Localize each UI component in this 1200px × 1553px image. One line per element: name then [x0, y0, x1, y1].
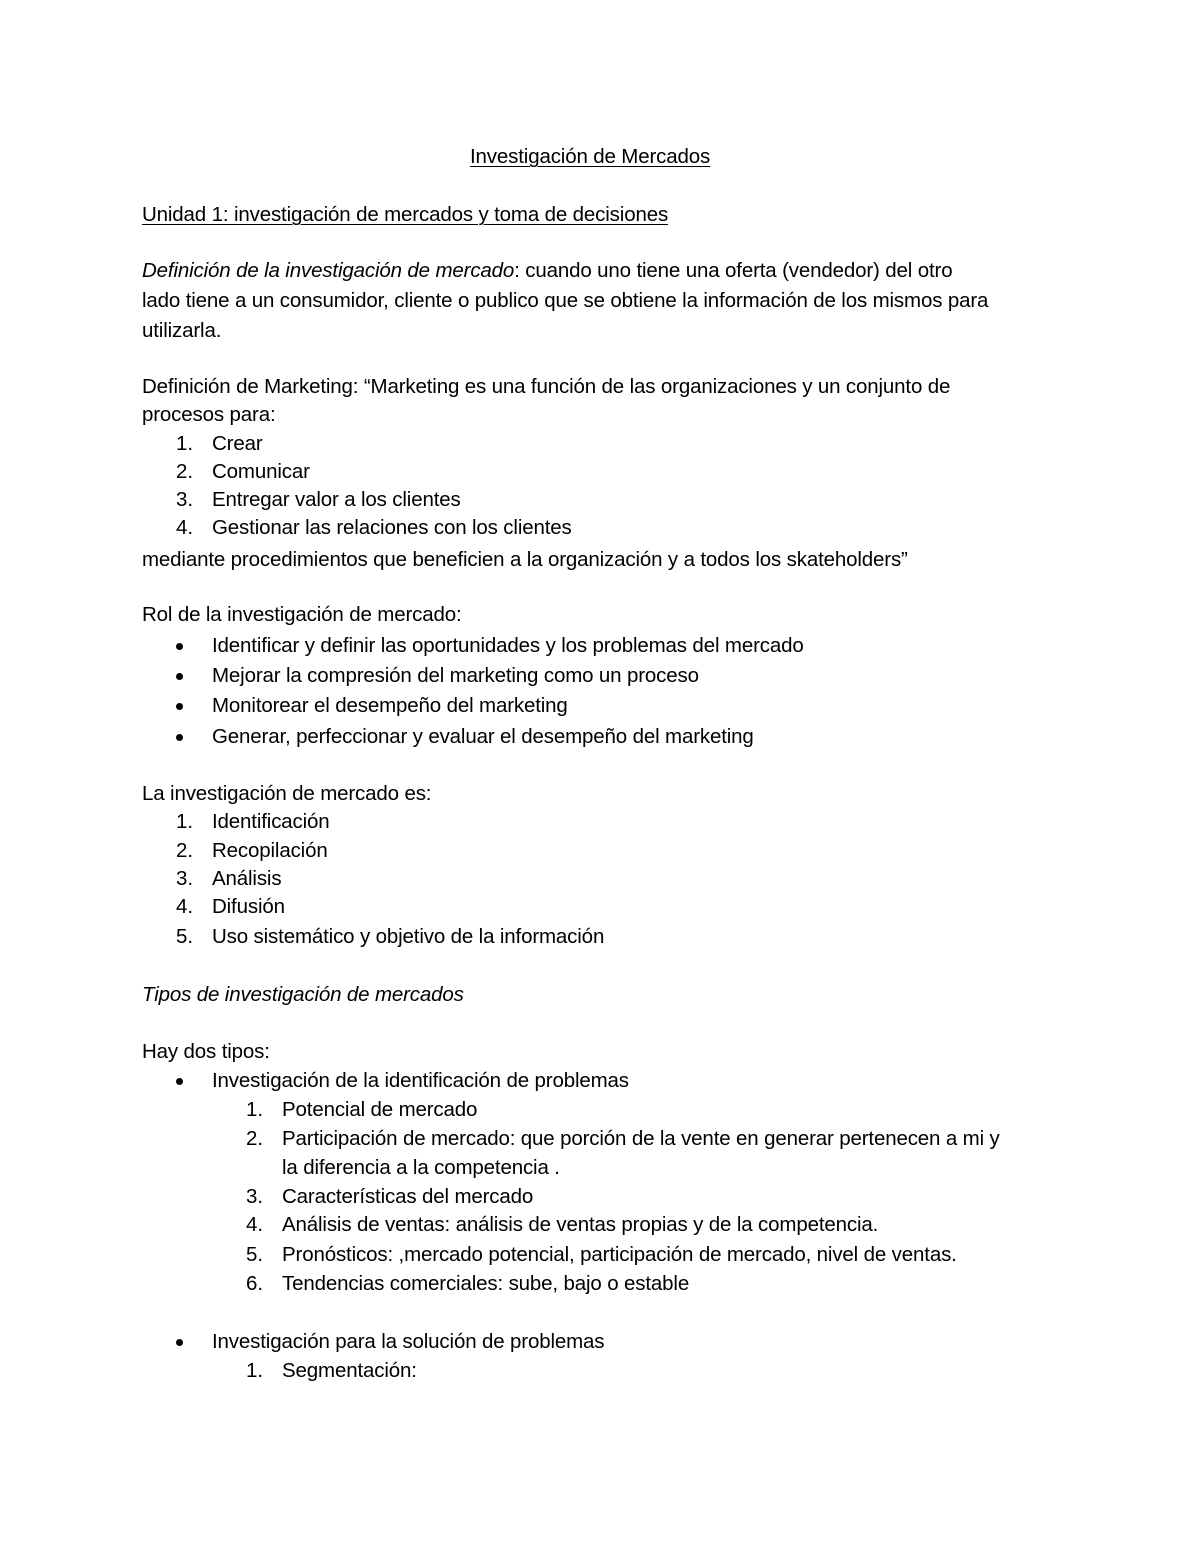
bullet-item: Mejorar la compresión del marketing como un proceso: [212, 664, 699, 687]
research-is-heading: La investigación de mercado es:: [142, 782, 432, 805]
definition-research-line1: [142, 256, 952, 286]
list-marker: 1.: [176, 810, 194, 833]
list-item: Análisis: [212, 867, 282, 890]
bullet-icon: [176, 673, 183, 680]
marketing-definition-line1: Definición de Marketing: “Marketing es una función de las organizaciones y un conjunto de: [142, 375, 951, 398]
document-title: Investigación de Mercados: [470, 145, 711, 168]
list-item: Potencial de mercado: [282, 1098, 478, 1121]
bullet-item: Generar, perfeccionar y evaluar el desempeño del marketing: [212, 725, 754, 748]
bullet-icon: [176, 734, 183, 741]
definition-term: Definición de la investigación de mercado: [142, 259, 515, 282]
definition-research-line2: lado tiene a un consumidor, cliente o publico que se obtiene la información de los mismos para: [142, 289, 989, 312]
list-marker: 4.: [176, 516, 194, 539]
definition-text: : cuando uno tiene una oferta (vendedor) del otro: [514, 259, 953, 282]
list-item: Participación de mercado: que porción de la vente en generar pertenecen a mi y: [282, 1127, 1000, 1150]
list-item: Gestionar las relaciones con los clientes: [212, 516, 572, 539]
type1-label: Investigación de la identificación de problemas: [212, 1069, 629, 1092]
list-marker: 3.: [176, 488, 194, 511]
list-marker: 2.: [246, 1127, 264, 1150]
bullet-item: Identificar y definir las oportunidades y los problemas del mercado: [212, 634, 804, 657]
role-heading: Rol de la investigación de mercado:: [142, 603, 462, 626]
list-marker: 1.: [176, 432, 194, 455]
marketing-definition-closing: mediante procedimientos que beneficien a la organización y a todos los skateholders”: [142, 548, 908, 571]
list-marker: 2.: [176, 460, 194, 483]
list-marker: 5.: [176, 925, 194, 948]
list-item: Difusión: [212, 895, 285, 918]
bullet-icon: [176, 1339, 183, 1346]
list-item: Identificación: [212, 810, 330, 833]
list-item: Uso sistemático y objetivo de la información: [212, 925, 605, 948]
list-item: Recopilación: [212, 839, 328, 862]
list-item: Características del mercado: [282, 1185, 534, 1208]
two-types-intro: Hay dos tipos:: [142, 1040, 270, 1063]
list-item: Entregar valor a los clientes: [212, 488, 461, 511]
types-heading: Tipos de investigación de mercados: [142, 983, 464, 1006]
list-marker: 6.: [246, 1272, 264, 1295]
list-marker: 2.: [176, 839, 194, 862]
list-marker: 4.: [176, 895, 194, 918]
type2-label: Investigación para la solución de problemas: [212, 1330, 605, 1353]
list-marker: 3.: [246, 1185, 264, 1208]
bullet-item: Monitorear el desempeño del marketing: [212, 694, 568, 717]
marketing-definition-line2: procesos para:: [142, 403, 276, 426]
list-marker: 1.: [246, 1098, 264, 1121]
definition-research-line3: utilizarla.: [142, 319, 222, 342]
list-item: Análisis de ventas: análisis de ventas propias y de la competencia.: [282, 1213, 879, 1236]
list-marker: 3.: [176, 867, 194, 890]
list-item: Crear: [212, 432, 263, 455]
bullet-icon: [176, 1078, 183, 1085]
bullet-icon: [176, 703, 183, 710]
list-marker: 1.: [246, 1359, 264, 1382]
bullet-icon: [176, 643, 183, 650]
list-item-continuation: la diferencia a la competencia .: [282, 1156, 560, 1179]
list-item: Segmentación:: [282, 1359, 417, 1382]
list-item: Comunicar: [212, 460, 310, 483]
unit-heading: Unidad 1: investigación de mercados y toma de decisiones: [142, 203, 669, 226]
list-marker: 4.: [246, 1213, 264, 1236]
list-item: Tendencias comerciales: sube, bajo o estable: [282, 1272, 690, 1295]
list-marker: 5.: [246, 1243, 264, 1266]
list-item: Pronósticos: ,mercado potencial, participación de mercado, nivel de ventas.: [282, 1243, 957, 1266]
